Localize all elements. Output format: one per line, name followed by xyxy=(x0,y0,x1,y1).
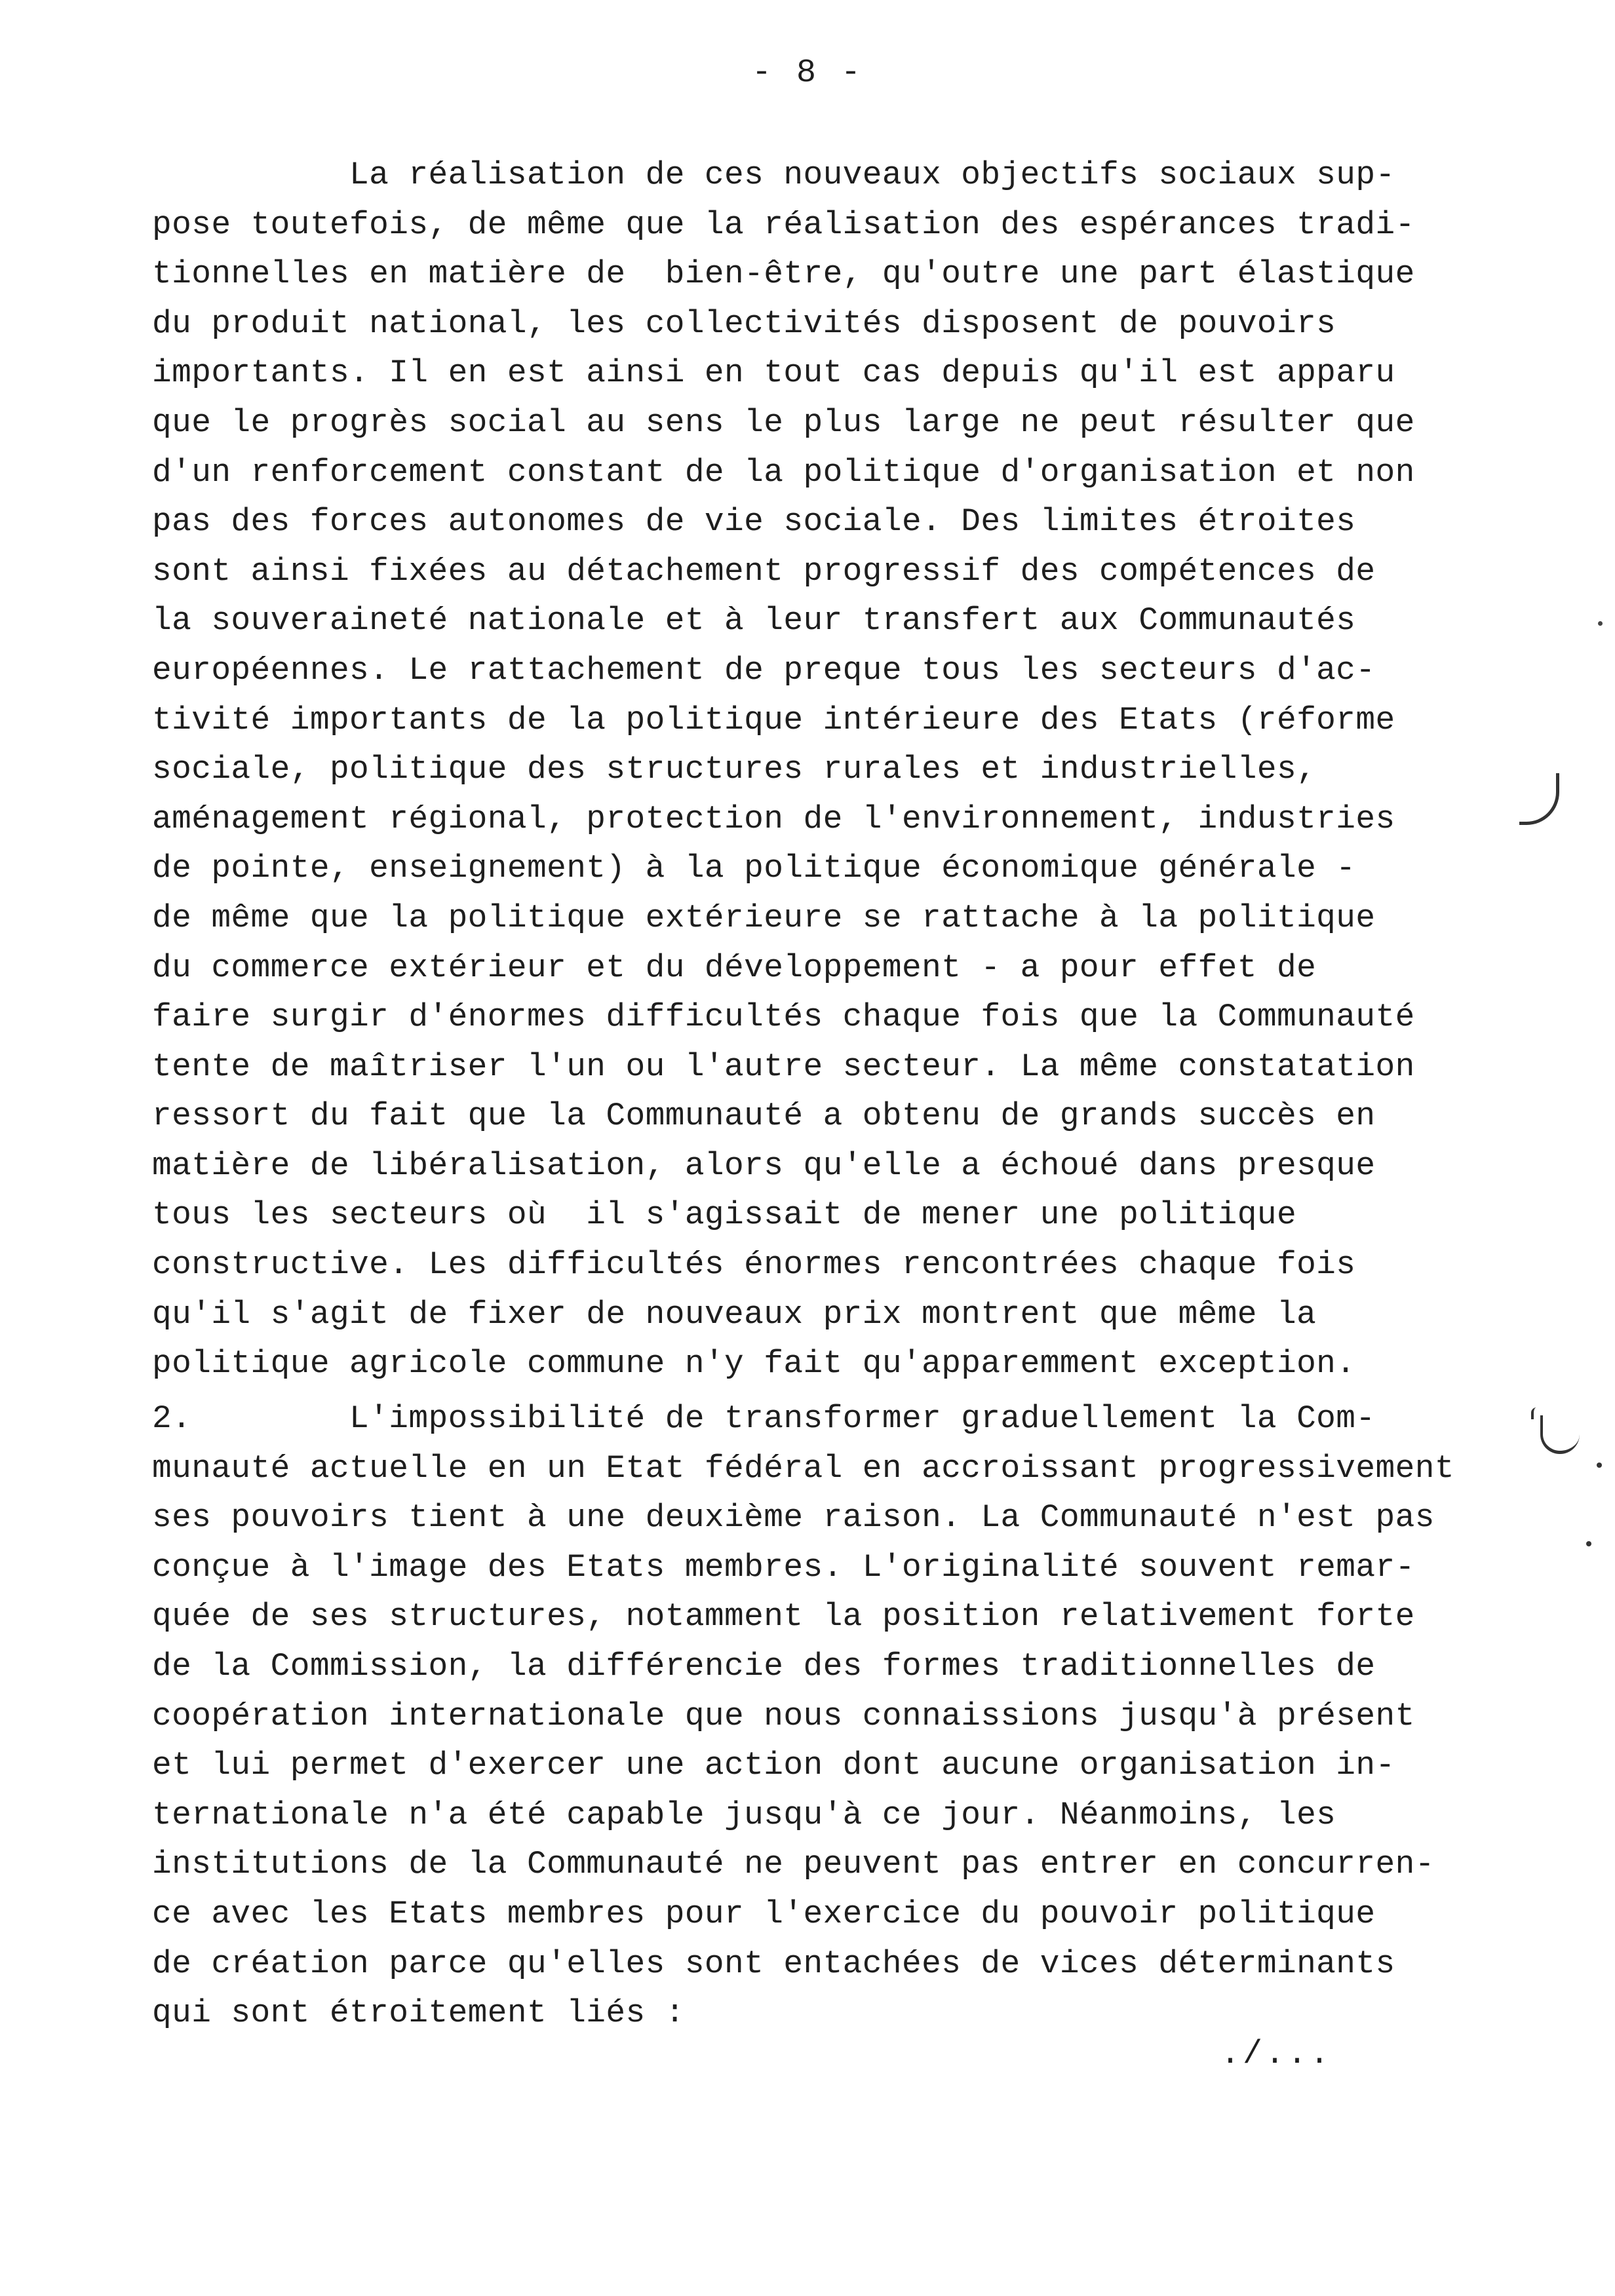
scan-speck xyxy=(1598,621,1603,626)
text-line: 2. L'impossibilité de transformer graduellement la Com- xyxy=(152,1400,1376,1437)
hole-punch-mark xyxy=(1540,1415,1580,1454)
text-line: qu'il s'agit de fixer de nouveaux prix montrent que même la xyxy=(152,1295,1317,1333)
text-line: de création parce qu'elles sont entachées de vices déterminants xyxy=(152,1945,1395,1982)
page-number: - 8 - xyxy=(751,54,864,92)
text-line: ternationale n'a été capable jusqu'à ce jour. Néanmoins, les xyxy=(152,1796,1336,1833)
paragraph-1 xyxy=(152,151,1476,1389)
text-line: matière de libéralisation, alors qu'elle a échoué dans presque xyxy=(152,1147,1376,1184)
text-line: ses pouvoirs tient à une deuxième raison. La Communauté n'est pas xyxy=(152,1499,1435,1537)
text-line: de pointe, enseignement) à la politique économique générale - xyxy=(152,850,1356,887)
text-line: La réalisation de ces nouveaux objectifs sociaux sup- xyxy=(152,157,1395,193)
text-line: pas des forces autonomes de vie sociale. Des limites étroites xyxy=(152,503,1356,541)
scan-speck xyxy=(1597,1463,1602,1468)
continuation-mark: ./... xyxy=(1220,2036,1333,2073)
text-line: et lui permet d'exercer une action dont aucune organisation in- xyxy=(152,1747,1395,1784)
text-line: tente de maîtriser l'un ou l'autre secteur. La même constatation xyxy=(152,1048,1415,1085)
text-line: de même que la politique extérieure se rattache à la politique xyxy=(152,899,1376,936)
text-line: européennes. Le rattachement de preque tous les secteurs d'ac- xyxy=(152,651,1376,689)
text-line: importants. Il en est ainsi en tout cas depuis qu'il est apparu xyxy=(152,354,1395,392)
text-line: institutions de la Communauté ne peuvent pas entrer en concurren- xyxy=(152,1846,1435,1883)
hole-punch-mark xyxy=(1519,773,1559,825)
text-line: coopération internationale que nous connaissions jusqu'à présent xyxy=(152,1697,1415,1734)
text-line: aménagement régional, protection de l'environnement, industries xyxy=(152,800,1395,837)
text-line: qui sont étroitement liés : xyxy=(152,1995,685,2032)
text-line: pose toutefois, de même que la réalisation des espérances tradi- xyxy=(152,206,1415,243)
text-line: tous les secteurs où il s'agissait de mener une politique xyxy=(152,1196,1297,1234)
text-line: tivité importants de la politique intérieure des Etats (réforme xyxy=(152,701,1395,738)
text-line: du produit national, les collectivités disposent de pouvoirs xyxy=(152,305,1336,342)
text-line: sont ainsi fixées au détachement progressif des compétences de xyxy=(152,552,1376,590)
scan-speck xyxy=(1586,1541,1591,1546)
paragraph-2 xyxy=(152,1394,1476,2038)
text-line: du commerce extérieur et du développement - a pour effet de xyxy=(152,949,1317,986)
text-line: quée de ses structures, notamment la position relativement forte xyxy=(152,1598,1415,1636)
text-line: constructive. Les difficultés énormes rencontrées chaque fois xyxy=(152,1246,1356,1284)
text-line: ce avec les Etats membres pour l'exercice du pouvoir politique xyxy=(152,1895,1376,1932)
text-line: sociale, politique des structures rurales et industrielles, xyxy=(152,751,1317,788)
text-line: ressort du fait que la Communauté a obtenu de grands succès en xyxy=(152,1098,1376,1135)
text-line: tionnelles en matière de bien-être, qu'outre une part élastique xyxy=(152,256,1415,293)
text-line: que le progrès social au sens le plus large ne peut résulter que xyxy=(152,404,1415,441)
text-line: faire surgir d'énormes difficultés chaque fois que la Communauté xyxy=(152,999,1415,1036)
text-line: conçue à l'image des Etats membres. L'originalité souvent remar- xyxy=(152,1548,1415,1586)
text-line: d'un renforcement constant de la politique d'organisation et non xyxy=(152,453,1415,491)
text-line: munauté actuelle en un Etat fédéral en accroissant progressivement xyxy=(152,1449,1454,1487)
text-line: de la Commission, la différencie des formes traditionnelles de xyxy=(152,1647,1376,1685)
text-line: politique agricole commune n'y fait qu'apparemment exception. xyxy=(152,1345,1356,1383)
text-line: la souveraineté nationale et à leur transfert aux Communautés xyxy=(152,602,1356,640)
